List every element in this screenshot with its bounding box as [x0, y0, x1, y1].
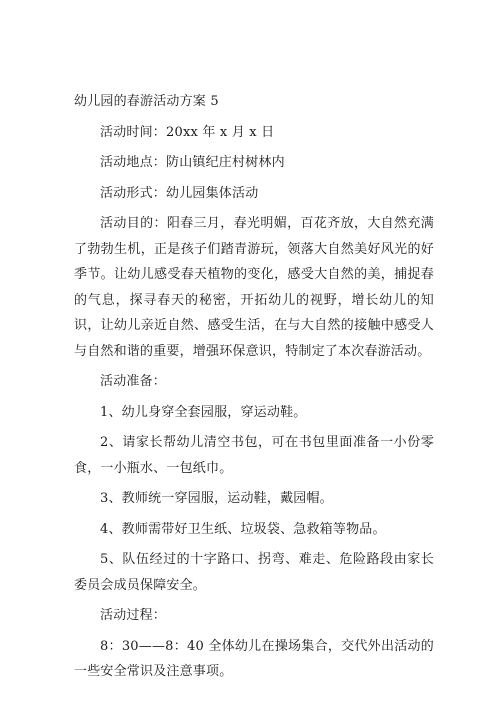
paragraph-preparation-item-2: 2、请家长帮幼儿清空书包，可在书包里面准备一小份零食，一小瓶水、一包纸巾。: [74, 435, 434, 476]
paragraph-preparation-heading: 活动准备：: [100, 374, 167, 389]
document-title: 幼儿园的春游活动方案 5: [74, 94, 219, 109]
paragraph-preparation-item-4: 4、教师需带好卫生纸、垃圾袋、急救箱等物品。: [100, 521, 386, 537]
paragraph-activity-time: 活动时间：20xx 年 x 月 x 日: [100, 124, 275, 140]
paragraph-activity-purpose: 活动目的：阳春三月，春光明媚，百花齐放，大自然充满了勃勃生机，正是孩子们踏青游玩，领落大自然美好风光的好季节。让幼儿感受春天植物的变化，感受大自然的美，捕捉春的气息，探寻春天的秘密，开拓幼儿的视野，增长幼儿的知识，让幼儿亲近自然、感受生活，在与大自然的接触中感受人与自然和谐的重要，增强环保意识，特制定了本次春游活动。: [74, 216, 434, 359]
paragraph-process-heading: 活动过程：: [100, 608, 167, 623]
document-body: [74, 89, 434, 690]
paragraph-activity-location: 活动地点：防山镇纪庄村树林内: [100, 155, 285, 170]
paragraph-process-step-1: 8：30——8：40 全体幼儿在操场集合，交代外出活动的一些安全常识及注意事项。: [74, 638, 434, 679]
paragraph-activity-form: 活动形式：幼儿园集体活动: [100, 185, 259, 201]
paragraph-preparation-item-5: 5、队伍经过的十字路口、拐弯、难走、危险路段由家长委员会成员保障安全。: [74, 552, 434, 593]
paragraph-preparation-item-3: 3、教师统一穿园服，运动鞋，戴园帽。: [100, 491, 333, 506]
paragraph-preparation-item-1: 1、幼儿身穿全套园服，穿运动鞋。: [100, 404, 307, 420]
